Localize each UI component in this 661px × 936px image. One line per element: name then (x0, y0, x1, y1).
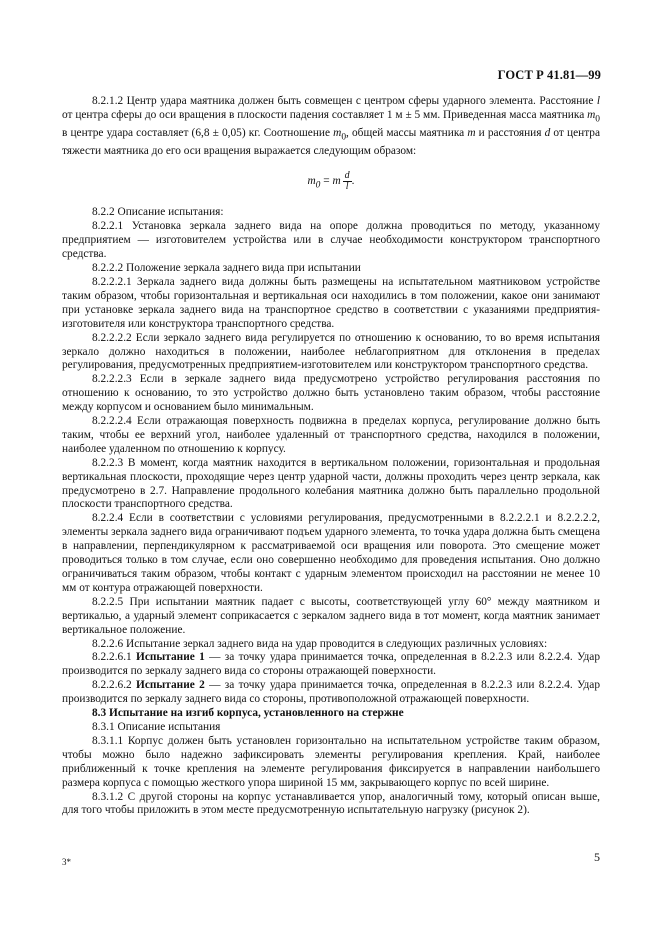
paragraph-8-2-2-6-1: 8.2.2.6.1 Испытание 1 — за точку удара принимается точка, определенная в 8.2.2.3 или 8.2.2.4. Удар производится по зеркалу заднего вида со стороны отражающей поверхности. (62, 651, 600, 678)
paragraph-8-2-2-2-2: 8.2.2.2.2 Если зеркало заднего вида регулируется по отношению к основанию, то во время испытания зеркало должно находиться в положении, наиболее неблагоприятном для отклонения в пределах регулирования, предусмотренных предприятием-изготовителем или конструктором транспортного средства. (62, 331, 600, 372)
paragraph-8-2-2-6: 8.2.2.6 Испытание зеркал заднего вида на удар проводится в следующих различных условиях: (92, 637, 548, 650)
formula-fraction: $\frac{d}{l}$ (344, 170, 350, 193)
signature-mark: 3* (62, 857, 71, 867)
paragraph-8-2-2-1: 8.2.2.1 Установка зеркала заднего вида на опоре должна проводиться по методу, указанному предприятием — изготовителем устройства или в случае необходимости конструктором транспортного средства. (62, 220, 600, 261)
paragraph-8-2-1-2: 8.2.1.2 Центр удара маятника должен быть совмещен с центром сферы ударного элемента. Расстояние l от центра сферы до оси вращения в плоскости падения составляет 1 м ± 5 мм. Приведенная масса маятника $m_0$ в центре удара составляет (6,8 ± 0,05) кг. Соотношение $m_0$, общей массы маятника m и расстояния d от центра тяжести маятника до его оси вращения выражается следующим образом: (62, 95, 600, 158)
paragraph-8-2-2-5: 8.2.2.5 При испытании маятник падает с высоты, соответствующей углу 60° между маятником и вертикалью, а ударный элемент соприкасается с зеркалом заднего вида в тот момент, когда маятник занимает вертикальное положение. (62, 595, 600, 636)
document-header: ГОСТ Р 41.81—99 (497, 68, 601, 82)
document-body (62, 95, 600, 818)
paragraph-8-2-2-6-2: 8.2.2.6.2 Испытание 2 — за точку удара принимается точка, определенная в 8.2.2.3 или 8.2.2.4. Удар производится по зеркалу заднего вида со стороны, противоположной отражающей поверхности. (62, 679, 600, 706)
paragraph-8-2-2-2-3: 8.2.2.2.3 Если в зеркале заднего вида предусмотрено устройство регулирования расстояния по отношению к основанию, то это устройство должно быть установлено таким образом, чтобы расстояние между корпусом и основанием было минимальным. (62, 373, 600, 414)
page-number: 5 (594, 850, 600, 864)
paragraph-8-2-2: 8.2.2 Описание испытания: (92, 206, 224, 219)
paragraph-8-3-1-2: 8.3.1.2 С другой стороны на корпус устанавливается упор, аналогичный тому, который описан выше, для того чтобы приложить в этом месте предусмотренную испытательную нагрузку (рисунок 2). (62, 790, 600, 817)
paragraph-8-2-2-2: 8.2.2.2 Положение зеркала заднего вида при испытании (92, 262, 361, 275)
paragraph-8-3-1: 8.3.1 Описание испытания (92, 720, 221, 733)
paragraph-8-2-2-2-1: 8.2.2.2.1 Зеркала заднего вида должны быть размещены на испытательном маятниковом устройстве таким образом, чтобы горизонтальная и вертикальная оси находились в том положении, какое они занимают при установке зеркала заднего вида на транспортное средство в соответствии с указаниями предприятия-изготовителя или конструктора транспортного средства. (62, 275, 600, 330)
section-heading-8-3: 8.3 Испытание на изгиб корпуса, установленного на стержне (92, 707, 404, 720)
paragraph-8-2-2-2-4: 8.2.2.2.4 Если отражающая поверхность подвижна в пределах корпуса, регулирование должно быть таким, чтобы ее верхний угол, наиболее удаленный от транспортного средства, находился в положении, наиболее удаленном по отношению к корпусу. (62, 415, 600, 455)
paragraph-8-2-2-3: 8.2.2.3 В момент, когда маятник находится в вертикальном положении, горизонтальная и продольная вертикальная плоскости, проходящие через центр ударной части, должны проходить через центр зеркала, как предусмотрено в 2.7. Направление продольного колебания маятника должно быть параллельно продольной плоскости транспортного средства. (62, 456, 600, 511)
paragraph-8-3-1-1: 8.3.1.1 Корпус должен быть установлен горизонтально на испытательном устройстве таким образом, чтобы можно было надежно зафиксировать элементы регулирования крепления. Край, наиболее приближенный к точке крепления на элементе регулирования фиксируется в направлении наибольшего размера корпуса с помощью жесткого упора шириной 15 мм, закрывающего корпус по всей ширине. (62, 734, 600, 789)
paragraph-8-2-2-4: 8.2.2.4 Если в соответствии с условиями регулирования, предусмотренными в 8.2.2.2.1 и 8.2.2.2.2, элементы зеркала заднего вида ограничивают подъем ударного элемента, то точка удара должна быть смещена в направлении, перпендикулярном к рассматриваемой оси вращения или поворота. Это смещение может проводиться только в том случае, если оно совершенно необходимо для проведения испытания. Оно должно ограничиваться таким образом, чтобы контакт с ударным элементом происходил на расстоянии не менее 10 мм от контура отражающей поверхности. (62, 512, 600, 594)
formula: $m_0 = m$ $\frac{d}{l}$ . (307, 170, 355, 193)
